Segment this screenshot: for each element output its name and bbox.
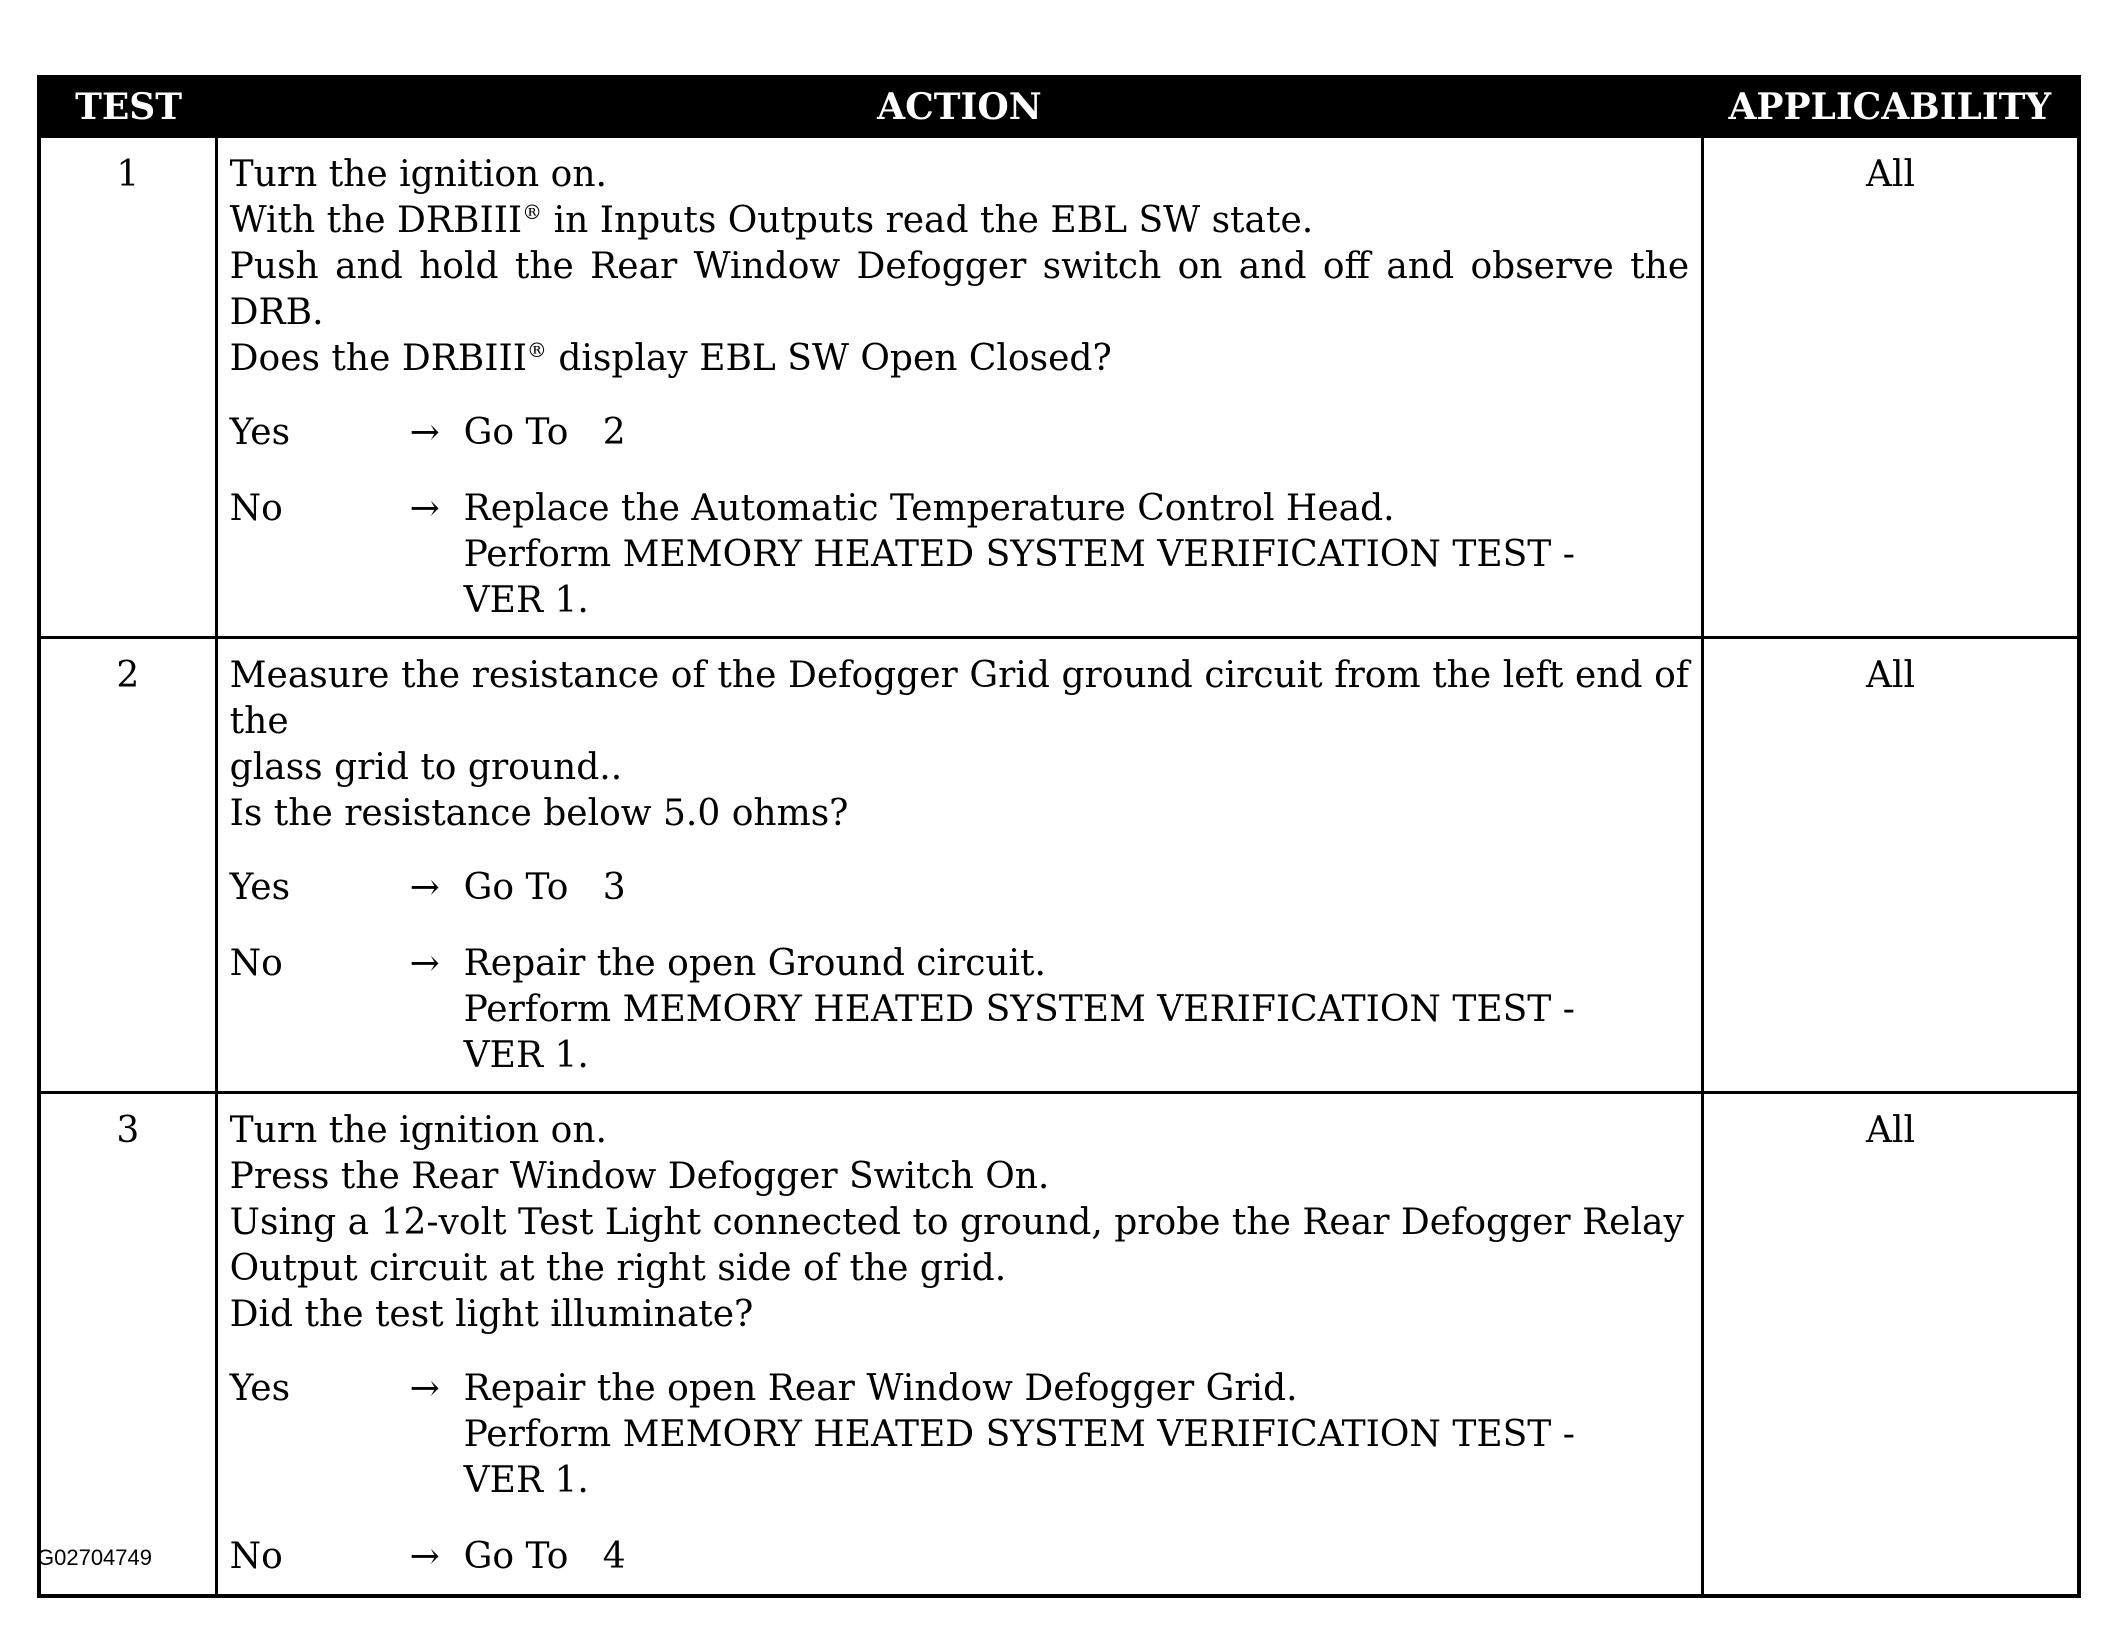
result-text [464,410,1689,456]
action-step: Is the resistance below 5.0 ohms? [229,793,849,834]
result-line: Perform MEMORY HEATED SYSTEM VERIFICATION TEST - [463,989,1575,1030]
right-arrow-icon: → [409,488,440,529]
result-label: No [229,943,283,984]
result-line: Perform MEMORY HEATED SYSTEM VERIFICATION TEST - [463,534,1575,575]
test-number: 2 [39,638,216,1093]
result-line: Repair the open Rear Window Defogger Grid. [463,1368,1298,1409]
result-branch [230,865,1689,911]
result-line: Go To 2 [463,412,626,453]
result-text [464,1366,1689,1504]
action-step: Did the test light illuminate? [229,1294,754,1335]
applicability-cell: All [1703,137,2079,638]
header-test: TEST [39,77,216,137]
action-step: Does the DRBIII® display EBL SW Open Closed? [229,338,1112,379]
header-applicability: APPLICABILITY [1703,77,2079,137]
action-step: glass grid to ground.. [229,747,623,788]
action-step: Measure the resistance of the Defogger Grid ground circuit from the left end of the [229,655,1690,742]
table-body [39,137,2079,1596]
result-text [464,486,1689,624]
action-step: Turn the ignition on. [229,1110,607,1151]
result-text [464,1534,1689,1580]
table-header-row [39,77,2079,137]
action-step: Turn the ignition on. [229,154,607,195]
result-line: VER 1. [463,1460,589,1501]
figure-id: G02704749 [37,1545,152,1570]
result-branch [230,1366,1689,1504]
result-line: Repair the open Ground circuit. [463,943,1046,984]
table-row [39,638,2079,1093]
result-label: No [229,1536,283,1577]
action-cell [216,1093,1702,1596]
table-row [39,1093,2079,1596]
action-step: Press the Rear Window Defogger Switch On. [229,1156,1050,1197]
right-arrow-icon: → [409,412,440,453]
result-branch [230,941,1689,1079]
right-arrow-icon: → [409,1368,440,1409]
diagnostic-test-table [37,75,2081,1598]
result-branch [230,410,1689,456]
action-step: Output circuit at the right side of the grid. [229,1248,1007,1289]
action-step: Using a 12-volt Test Light connected to ground, probe the Rear Defogger Relay [229,1202,1684,1243]
action-cell [216,638,1702,1093]
result-line: VER 1. [463,1035,589,1076]
result-line: Replace the Automatic Temperature Control Head. [463,488,1395,529]
result-branch [230,1534,1689,1580]
result-label: Yes [229,1368,291,1409]
applicability-cell: All [1703,1093,2079,1596]
action-cell [216,137,1702,638]
action-step: Push and hold the Rear Window Defogger switch on and off and observe the DRB. [229,246,1690,333]
result-line: Go To 4 [463,1536,626,1577]
right-arrow-icon: → [409,1536,440,1577]
header-action: ACTION [216,77,1702,137]
result-line: Go To 3 [463,867,626,908]
test-number: 1 [39,137,216,638]
result-label: Yes [229,867,291,908]
applicability-cell: All [1703,638,2079,1093]
result-text [464,865,1689,911]
result-text [464,941,1689,1079]
result-line: Perform MEMORY HEATED SYSTEM VERIFICATION TEST - [463,1414,1575,1455]
test-number: 3 [39,1093,216,1596]
table-row [39,137,2079,638]
right-arrow-icon: → [409,867,440,908]
action-step: With the DRBIII® in Inputs Outputs read the EBL SW state. [229,200,1314,241]
right-arrow-icon: → [409,943,440,984]
result-branch [230,486,1689,624]
result-label: No [229,488,283,529]
result-label: Yes [229,412,291,453]
result-line: VER 1. [463,580,589,621]
